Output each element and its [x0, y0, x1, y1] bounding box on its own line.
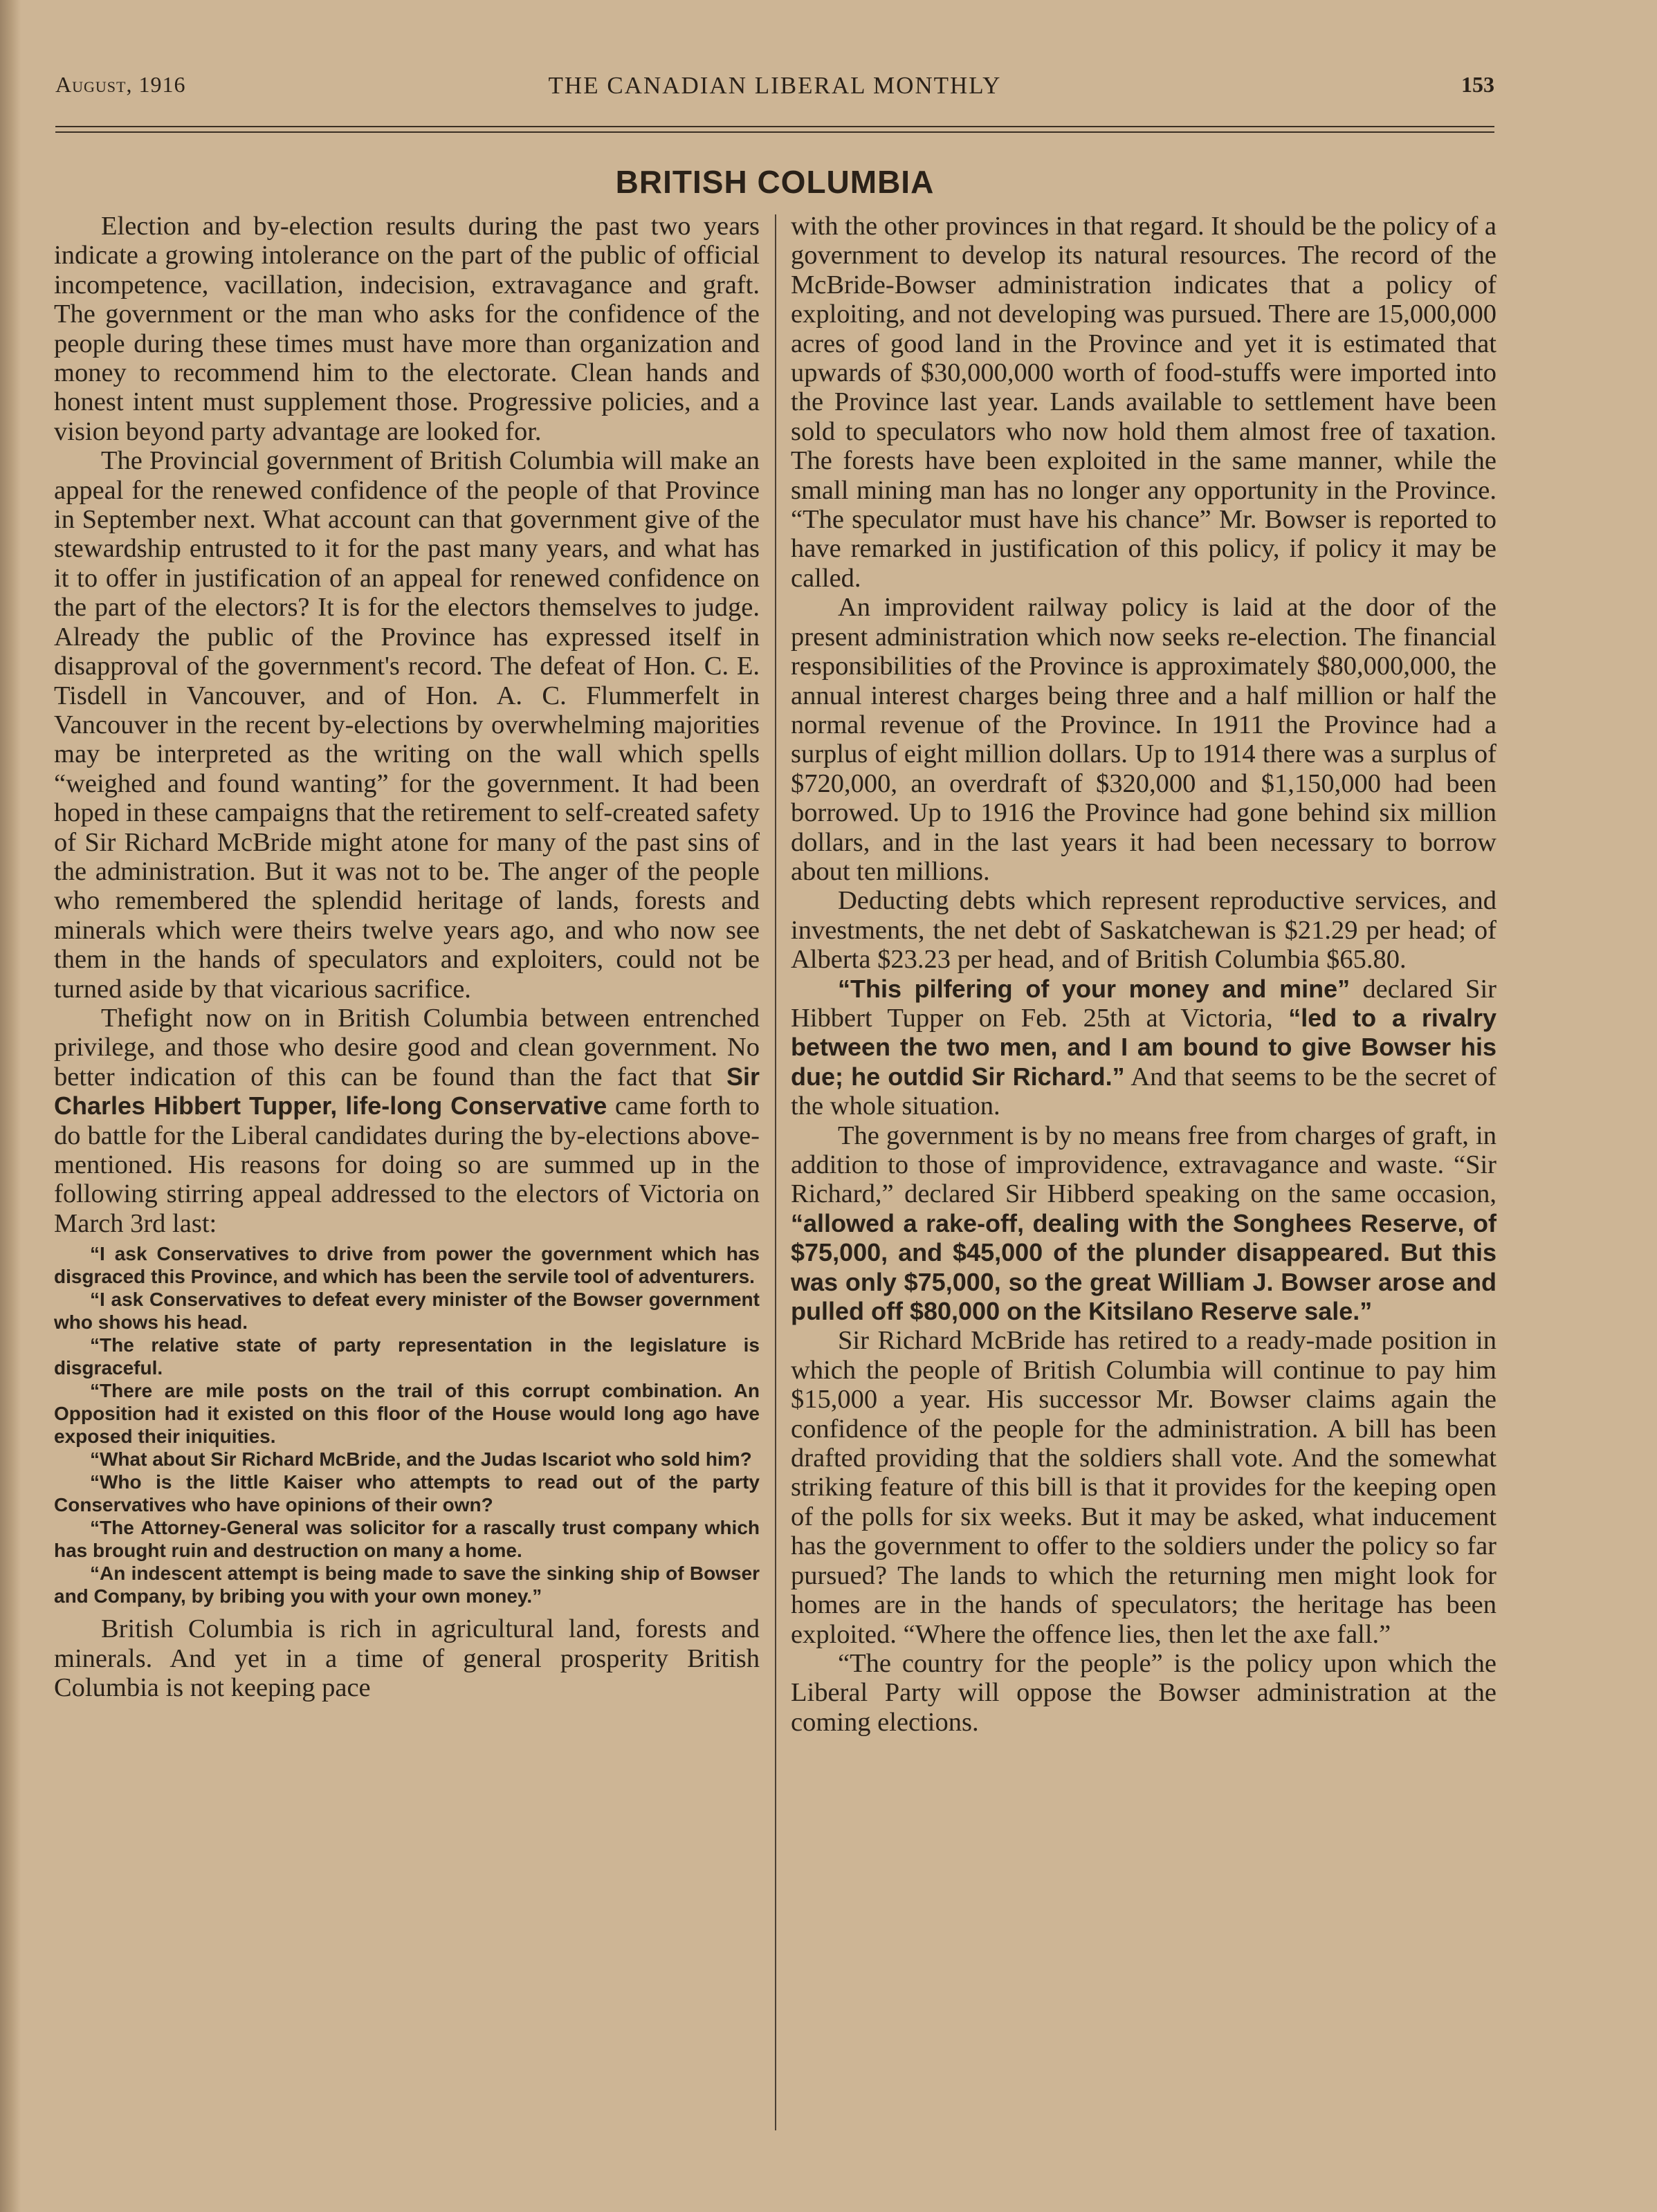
article-title: BRITISH COLUMBIA [615, 164, 935, 200]
quote-item: “An indescent attempt is being made to save the sinking ship of Bowser and Company, by bribing you with your own money.” [54, 1563, 760, 1607]
paragraph [791, 975, 1496, 1121]
quote-item: “I ask Conservatives to drive from power the government which has disgraced this Province, and which has been the servile tool of adventurers. [54, 1243, 760, 1288]
column-divider [775, 214, 776, 2130]
right-column [791, 212, 1496, 1737]
header-page-number: 153 [1461, 72, 1494, 97]
header-publication: THE CANADIAN LIBERAL MONTHLY [548, 72, 1002, 99]
header-date: August, 1916 [55, 72, 186, 97]
quote-item: “Who is the little Kaiser who attempts to read out of the party Conservatives who have opinions of their own? [54, 1471, 760, 1516]
quote-item: “I ask Conservatives to defeat every minister of the Bowser government who shows his head. [54, 1289, 760, 1334]
paragraph: Sir Richard McBride has retired to a ready-made position in which the people of British Columbia will continue to pay him $15,000 a year. His successor Mr. Bowser claims again the confidence of the people for the administration. A bill has been drafted providing that the soldiers shall vote. And the somewhat striking feature of this bill is that it provides for the keeping open of the polls for six weeks. But it may be asked, what inducement has the government to offer to the soldiers under the policy so far pursued? The lands to which the returning men might look for homes are in the hands of speculators; the heritage has been exploited. “Where the offence lies, then let the axe fall.” [791, 1326, 1496, 1649]
quoted-appeal [54, 1242, 760, 1607]
quote-item: “There are mile posts on the trail of this corrupt combination. An Opposition had it existed on this floor of the House would long ago have exposed their iniquities. [54, 1380, 760, 1448]
quote-item: “The Attorney-General was solicitor for a rascally trust company which has brought ruin and destruction on many a home. [54, 1517, 760, 1562]
running-header [55, 72, 1494, 113]
quote-item: “The relative state of party representation in the legislature is disgraceful. [54, 1334, 760, 1379]
bold-text-run: Sir Charles Hibbert Tupper, life-long Conservative [54, 1062, 760, 1121]
paragraph [54, 1004, 760, 1238]
header-rule-top [55, 126, 1494, 127]
paragraph: The Provincial government of British Columbia will make an appeal for the renewed confidence of the people of that Province in September next. What account can that government give of the stewardship entrusted to it for the past many years, and what has it to offer in justification of an appeal for renewed confidence on the part of the electors? It is for the electors themselves to judge. Already the public of the Province has expressed itself in disapproval of the government's record. The defeat of Hon. C. E. Tisdell in Vancouver, and of Hon. A. C. Flummerfelt in Vancouver in the recent by-elections by overwhelming majorities may be interpreted as the writing on the wall which spells “weighed and found wanting” for the government. It had been hoped in these campaigns that the retirement to self-created safety of Sir Richard McBride might atone for many of the past sins of the administration. But it was not to be. The anger of the people who remembered the splendid heritage of lands, forests and minerals which were theirs twelve years ago, and who now see them in the hands of speculators and exploiters, could not be turned aside by that vicarious sacrifice. [54, 446, 760, 1004]
paragraph [791, 1121, 1496, 1327]
paragraph: British Columbia is rich in agricultural land, forests and minerals. And yet in a time of general prosperity British Columbia is not keeping pace [54, 1614, 760, 1703]
paragraph: Deducting debts which represent reproductive services, and investments, the net debt of Saskatchewan is $21.29 per head; of Alberta $23.23 per head, and of British Columbia $65.80. [791, 886, 1496, 975]
bold-text-run: “led to a rivalry between the two men, and I am bound to give Bowser his due; he outdid Sir Richard.” [791, 1003, 1496, 1091]
header-rule-bottom [55, 131, 1494, 133]
quote-item: “What about Sir Richard McBride, and the Judas Iscariot who sold him? [90, 1448, 752, 1471]
paragraph: An improvident railway policy is laid at the door of the present administration which now seeks re-election. The financial responsibilities of the Province is approximately $80,000,000, the annual interest charges being three and a half million or half the normal revenue of the Province. In 1911 the Province had a surplus of eight million dollars. Up to 1914 there was a surplus of $720,000, an overdraft of $320,000 and $1,150,000 had been borrowed. Up to 1916 the Province had gone behind six million dollars, and in the last years it had been necessary to borrow about ten millions. [791, 593, 1496, 886]
left-column [54, 212, 760, 1702]
text-run: declared Sir Hibbert Tupper on Feb. 25th at Victoria, [791, 974, 1496, 1033]
text-run: came forth to do battle for the Liberal candidates during the by-elections above-mentioned. His reasons for doing so are summed up in the following stirring appeal addressed to the electors of Victoria on March 3rd last: [54, 1091, 760, 1238]
paragraph: with the other provinces in that regard. It should be the policy of a government to develop its natural resources. The record of the McBride-Bowser administration indicates that a policy of exploiting, and not developing was pursued. There are 15,000,000 acres of good land in the Province and yet it is estimated that upwards of $30,000,000 worth of food-stuffs were imported into the Province last year. Lands available to settlement have been sold to speculators who now hold them almost free of taxation. The forests have been exploited in the same manner, while the small mining man has no longer any opportunity in the Province. “The speculator must have his chance” Mr. Bowser is reported to have remarked in justification of this policy, if policy it may be called. [791, 212, 1496, 593]
bold-text-run: “This pilfering of your money and mine” [838, 974, 1351, 1003]
page-binding-edge [0, 0, 21, 2212]
text-run: The government is by no means free from charges of graft, in addition to those of improvidence, extravagance and waste. “Sir Richard,” declared Sir Hibberd speaking on the same occasion, [791, 1121, 1496, 1209]
paragraph: Election and by-election results during the past two years indicate a growing intolerance on the part of the public of official incompetence, vacillation, indecision, extravagance and graft. The government or the man who asks for the confidence of the people during these times must have more than organization and money to recommend him to the electorate. Clean hands and honest intent must supplement those. Progressive policies, and a vision beyond party advantage are looked for. [54, 212, 760, 446]
text-run: And that seems to be the secret of the whole situation. [791, 1062, 1496, 1121]
paragraph: “The country for the people” is the policy upon which the Liberal Party will oppose the Bowser administration at the coming elections. [791, 1648, 1496, 1737]
text-run: Thefight now on in British Columbia between entrenched privilege, and those who desire good and clean government. No better indication of this can be found than the fact that [54, 1003, 760, 1091]
bold-text-run: “allowed a rake-off, dealing with the Songhees Reserve, of $75,000, and $45,000 of the plunder disappeared. But this was only $75,000, so the great William J. Bowser arose and pulled off $80,000 on the Kitsilano Reserve sale.” [791, 1208, 1496, 1326]
